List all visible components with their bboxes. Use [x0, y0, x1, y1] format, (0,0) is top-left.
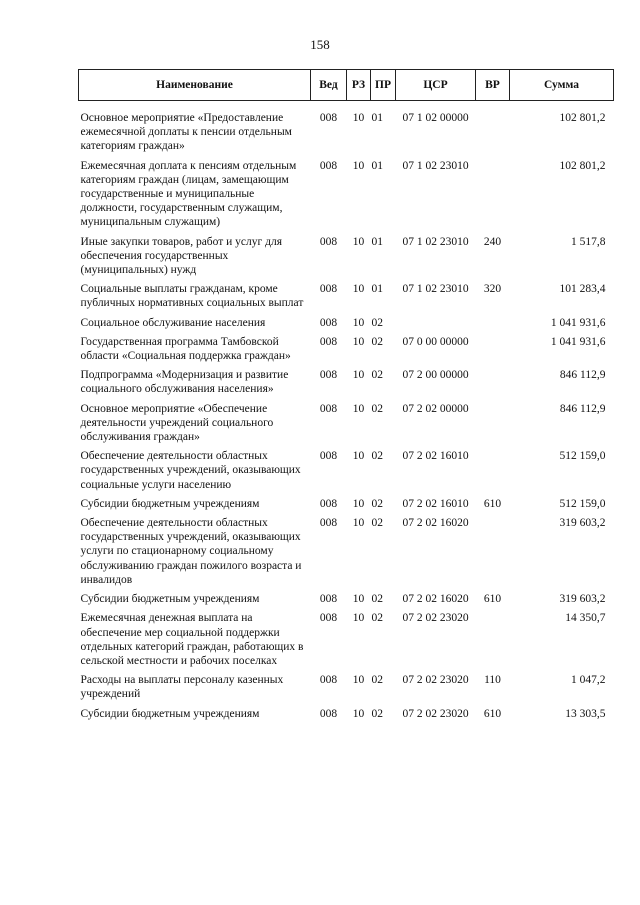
table-row: [79, 516, 614, 592]
cell-pr: 01: [371, 159, 383, 172]
cell-ved: 008: [319, 707, 338, 720]
cell-pr: 01: [371, 112, 383, 124]
cell-rz: 10: [352, 402, 365, 415]
cell-name: Основное мероприятие «Предоставление ежемесячной доплаты к пенсии отдельным категориям граждан»: [80, 112, 292, 153]
cell-sum: 14 350,7: [565, 612, 606, 625]
cell-pr: 02: [371, 593, 383, 606]
cell-rz: 10: [352, 517, 365, 530]
cell-name: Подпрограмма «Модернизация и развитие социального обслуживания населения»: [80, 369, 289, 396]
cell-csr: 07 1 02 00000: [402, 112, 469, 124]
cell-csr: 07 2 02 00000: [402, 402, 469, 415]
cell-rz: 10: [352, 283, 365, 296]
cell-pr: 02: [371, 369, 383, 382]
cell-name: Ежемесячная доплата к пенсиям отдельным категориям граждан (лицам, замещающим государственные и муниципальные должности, государственным служащим, муниципальным служащим): [80, 159, 297, 229]
cell-pr: 01: [371, 235, 383, 248]
cell-csr: 07 2 00 00000: [402, 369, 469, 382]
table-row: [79, 673, 614, 706]
table-row: [79, 235, 614, 283]
cell-pr: 02: [371, 517, 383, 530]
table-row: [79, 282, 614, 315]
cell-rz: 10: [352, 450, 365, 463]
cell-name: Социальные выплаты гражданам, кроме публичных нормативных социальных выплат: [80, 283, 304, 310]
cell-rz: 10: [352, 674, 365, 687]
cell-sum: 101 283,4: [559, 283, 606, 296]
cell-name: Субсидии бюджетным учреждениям: [80, 497, 260, 510]
cell-vr: [476, 316, 510, 335]
cell-vr: [476, 101, 510, 159]
cell-sum: 1 047,2: [571, 674, 606, 687]
cell-vr: [476, 368, 510, 401]
header-row: [79, 70, 614, 101]
cell-vr: [476, 335, 510, 368]
cell-vr: 610: [483, 707, 502, 720]
cell-csr: 07 2 02 16020: [402, 517, 469, 530]
cell-vr: 320: [483, 283, 502, 296]
cell-csr: 07 1 02 23010: [402, 283, 469, 296]
table-row: [79, 707, 614, 726]
table-row: [79, 159, 614, 235]
cell-ved: 008: [319, 402, 338, 415]
cell-vr: 610: [483, 593, 502, 606]
header-vr: ВР: [476, 70, 510, 101]
table-row: [79, 101, 614, 159]
cell-sum: 13 303,5: [565, 707, 606, 720]
cell-csr: 07 2 02 16020: [402, 593, 469, 606]
cell-rz: 10: [352, 316, 365, 329]
cell-name: Субсидии бюджетным учреждениям: [80, 593, 260, 606]
cell-name: Ежемесячная денежная выплата на обеспечение мер социальной поддержки отдельных категорий граждан, работающих в сельской местности и рабочих поселках: [80, 612, 304, 667]
cell-pr: 02: [371, 674, 383, 687]
cell-name: Основное мероприятие «Обеспечение деятельности учреждений социального обслуживания граждан»: [80, 402, 274, 444]
cell-rz: 10: [352, 593, 365, 606]
cell-name: Обеспечение деятельности областных государственных учреждений, оказывающих социальные услуги населению: [80, 450, 301, 491]
cell-ved: 008: [319, 335, 338, 348]
table-row: [79, 316, 614, 335]
cell-sum: 1 041 931,6: [550, 335, 606, 348]
table-row: [79, 497, 614, 516]
table-header: [79, 70, 614, 101]
table-row: [79, 592, 614, 611]
cell-rz: 10: [352, 612, 365, 625]
cell-ved: 008: [319, 283, 338, 296]
cell-vr: 110: [484, 674, 501, 687]
cell-pr: 02: [371, 497, 383, 510]
cell-pr: 02: [371, 316, 383, 329]
cell-vr: [476, 611, 510, 673]
cell-sum: 319 603,2: [559, 593, 606, 606]
cell-rz: 10: [352, 497, 365, 510]
cell-ved: 008: [319, 450, 338, 463]
cell-name: Государственная программа Тамбовской области «Социальная поддержка граждан»: [80, 335, 291, 363]
table-row: [79, 402, 614, 450]
cell-ved: 008: [319, 517, 338, 530]
cell-name: Социальное обслуживание населения: [80, 316, 266, 329]
cell-ved: 008: [319, 235, 338, 248]
cell-csr: 07 2 02 23020: [402, 707, 469, 720]
cell-rz: 10: [352, 707, 365, 720]
table-row: [79, 611, 614, 673]
cell-csr: [396, 316, 476, 335]
cell-vr: [476, 159, 510, 235]
cell-csr: 07 2 02 16010: [402, 450, 469, 463]
cell-rz: 10: [352, 159, 365, 172]
table-body: [79, 101, 614, 726]
cell-rz: 10: [352, 235, 365, 248]
table-row: [79, 449, 614, 497]
cell-pr: 02: [371, 335, 383, 348]
cell-csr: 07 2 02 23020: [402, 612, 469, 625]
budget-table: [78, 69, 614, 726]
table-row: [79, 368, 614, 401]
cell-pr: 02: [371, 402, 383, 415]
table-row: [79, 335, 614, 368]
cell-name: Расходы на выплаты персоналу казенных учреждений: [80, 674, 284, 701]
header-csr: ЦСР: [396, 70, 476, 101]
header-rz: РЗ: [347, 70, 371, 101]
header-pr: ПР: [371, 70, 396, 101]
cell-sum: 102 801,2: [559, 112, 606, 124]
cell-ved: 008: [319, 674, 338, 687]
cell-sum: 1 517,8: [571, 235, 606, 248]
cell-pr: 01: [371, 283, 383, 296]
cell-csr: 07 2 02 23020: [402, 674, 469, 687]
cell-ved: 008: [319, 593, 338, 606]
header-name: Наименование: [79, 70, 311, 101]
cell-pr: 02: [371, 707, 383, 720]
cell-csr: 07 0 00 00000: [402, 335, 469, 348]
cell-vr: 240: [483, 235, 502, 248]
cell-name: Субсидии бюджетным учреждениям: [80, 707, 260, 720]
cell-csr: 07 2 02 16010: [402, 497, 469, 510]
cell-ved: 008: [319, 112, 338, 124]
cell-pr: 02: [371, 450, 383, 463]
cell-ved: 008: [319, 612, 338, 625]
cell-vr: 610: [483, 497, 502, 510]
page-number: 158: [310, 37, 330, 52]
cell-ved: 008: [319, 497, 338, 510]
cell-name: Обеспечение деятельности областных государственных учреждений, оказывающих услуги по стационарному социальному обслуживанию граждан пожилого возраста и инвалидов: [80, 517, 302, 586]
cell-rz: 10: [352, 112, 365, 124]
cell-sum: 512 159,0: [559, 497, 606, 510]
cell-pr: 02: [371, 612, 383, 625]
header-sum: Сумма: [510, 70, 614, 101]
cell-sum: 846 112,9: [559, 369, 606, 382]
cell-vr: [476, 402, 510, 450]
cell-sum: 846 112,9: [559, 402, 606, 415]
cell-sum: 1 041 931,6: [550, 316, 606, 329]
cell-ved: 008: [319, 369, 338, 382]
cell-csr: 07 1 02 23010: [402, 235, 469, 248]
cell-name: Иные закупки товаров, работ и услуг для обеспечения государственных (муниципальных) нужд: [80, 235, 282, 277]
cell-sum: 512 159,0: [559, 450, 606, 463]
cell-rz: 10: [352, 335, 365, 348]
cell-rz: 10: [352, 369, 365, 382]
cell-vr: [476, 516, 510, 592]
header-ved: Вед: [311, 70, 347, 101]
cell-ved: 008: [319, 159, 338, 172]
cell-vr: [476, 449, 510, 497]
cell-sum: 102 801,2: [559, 159, 606, 172]
cell-sum: 319 603,2: [559, 517, 606, 530]
cell-ved: 008: [319, 316, 338, 329]
cell-csr: 07 1 02 23010: [402, 159, 469, 172]
